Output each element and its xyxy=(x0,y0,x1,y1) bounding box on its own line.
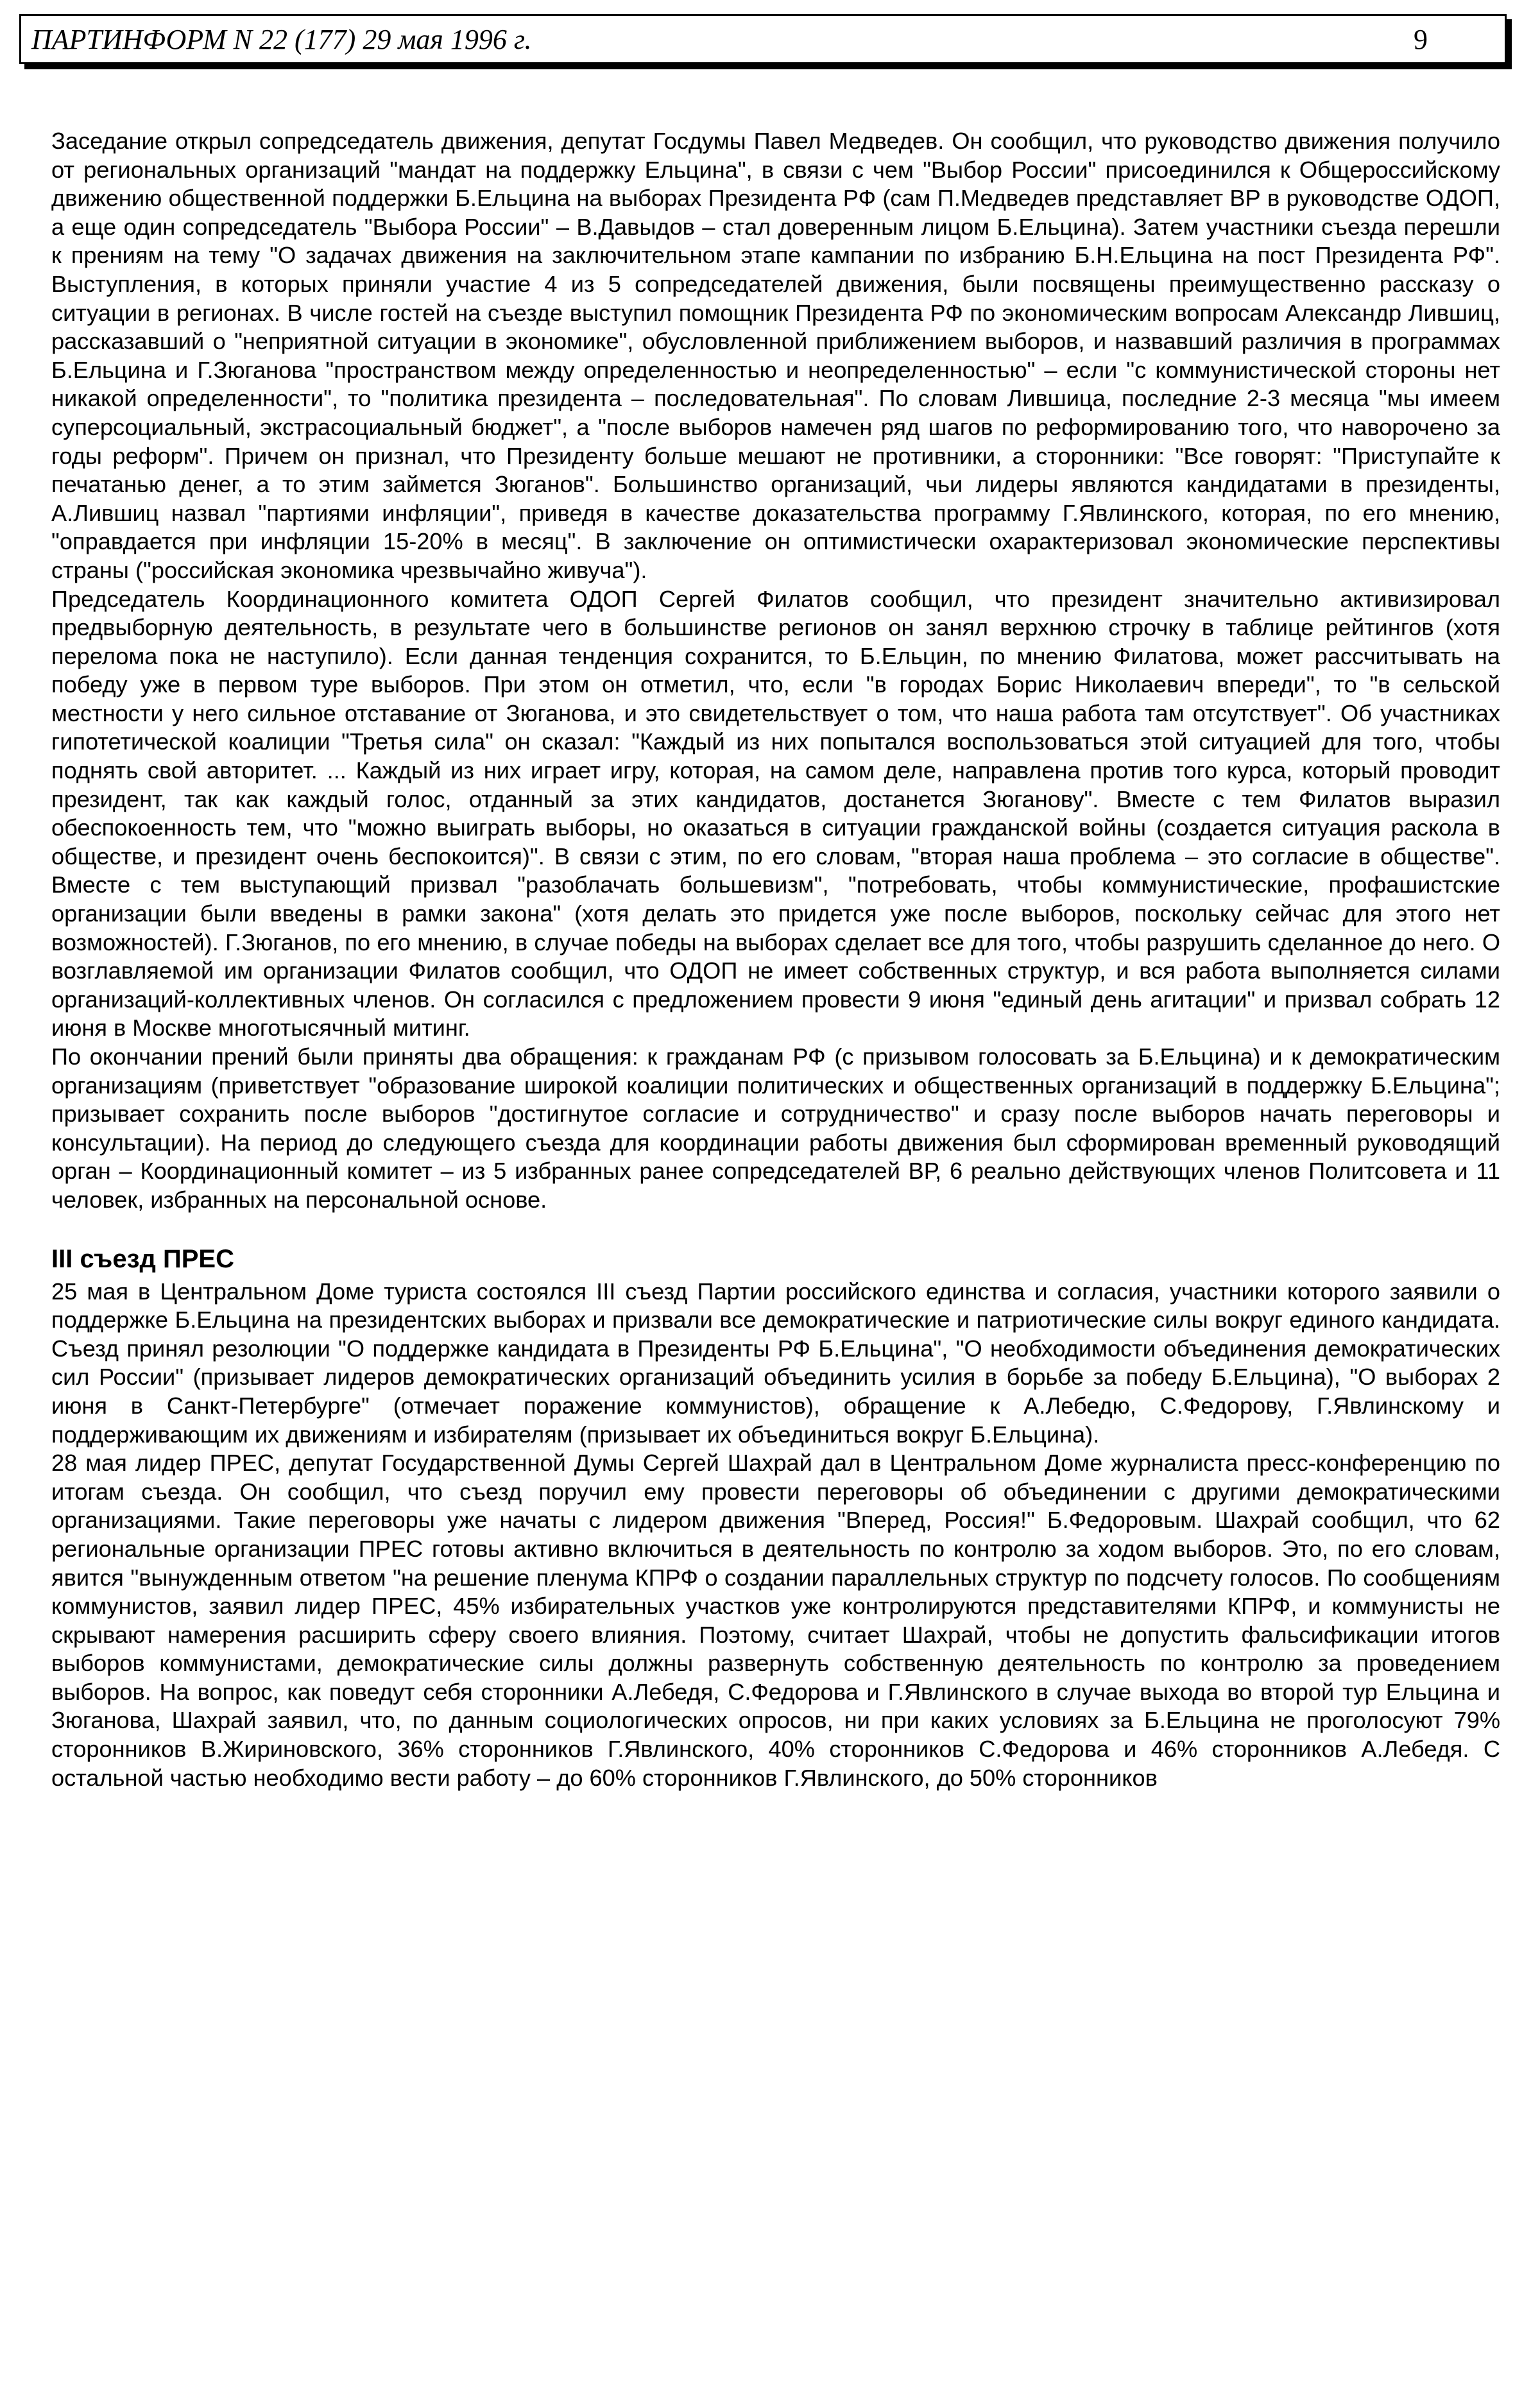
publication-title: ПАРТИНФОРМ N 22 (177) 29 мая 1996 г. xyxy=(31,23,532,55)
paragraph: 25 мая в Центральном Доме туриста состоялся III съезд Партии российского единства и согласия, участники которого заявили о поддержке Б.Ельцина на президентских выборах и призвали все демократические и патриотические силы вокруг единого кандидата. Съезд принял резолюции "О поддержке кандидата в Президенты РФ Б.Ельцина", "О необходимости объединения демократических сил России" (призывает лидеров демократических организаций объединить усилия в борьбе за победу Б.Ельцина), "О выборах 2 июня в Санкт-Петербурге" (отмечает поражение коммунистов), обращение к А.Лебедю, С.Федорову, Г.Явлинскому и поддерживающим их движениям и избирателям (призывает их объединиться вокруг Б.Ельцина). xyxy=(51,1278,1500,1448)
article-body xyxy=(51,127,1500,1792)
paragraph: По окончании прений были приняты два обращения: к гражданам РФ (с призывом голосовать за Б.Ельцина) и к демократическим организациям (приветствует "образование широкой коалиции политических и общественных организаций в поддержку Б.Ельцина"; призывает сохранить после выборов "достигнутое согласие и сотрудничество" и сразу после выборов начать переговоры и консультации). На период до следующего съезда для координации работы движения был сформирован временный руководящий орган – Координационный комитет – из 5 избранных ранее сопредседателей ВР, 6 реально действующих членов Политсовета и 11 человек, избранных на персональной основе. xyxy=(51,1043,1500,1213)
paragraph: Председатель Координационного комитета ОДОП Сергей Филатов сообщил, что президент значительно активизировал предвыборную деятельность, в результате чего в большинстве регионов он занял верхнюю строчку в таблице рейтингов (хотя перелома пока не наступило). Если данная тенденция сохранится, то Б.Ельцин, по мнению Филатова, может рассчитывать на победу уже в первом туре выборов. При этом он отметил, что, если "в городах Борис Николаевич впереди", то "в сельской местности у него сильное отставание от Зюганова, и это свидетельствует о том, что наша работа там отсутствует". Об участниках гипотетической коалиции "Третья сила" он сказал: "Каждый из них попытался воспользоваться этой ситуацией для того, чтобы поднять свой авторитет. ... Каждый из них играет игру, которая, на самом деле, направлена против того курса, который проводит президент, так как каждый голос, отданный за этих кандидатов, достанется Зюганову". Вместе с тем Филатов выразил обеспокоенность тем, что "можно выиграть выборы, но оказаться в ситуации гражданской войны (создается ситуация раскола в обществе, и президент очень беспокоится)". В связи с этим, по его словам, "вторая наша проблема – это согласие в обществе". Вместе с тем выступающий призвал "разоблачать большевизм", "потребовать, чтобы коммунистические, профашистские организации были введены в рамки закона" (хотя делать это придется уже после выборов, поскольку сейчас для этого нет возможностей). Г.Зюганов, по его мнению, в случае победы на выборах сделает все для того, чтобы разрушить сделанное до него. О возглавляемой им организации Филатов сообщил, что ОДОП не имеет собственных структур, и вся работа выполняется силами организаций-коллективных членов. Он согласился с предложением провести 9 июня "единый день агитации" и призвал собрать 12 июня в Москве многотысячный митинг. xyxy=(51,585,1500,1041)
page-number: 9 xyxy=(1414,23,1428,55)
section-heading: III съезд ПРЕС xyxy=(51,1244,234,1273)
page-header xyxy=(19,14,1507,64)
paragraph: Заседание открыл сопредседатель движения, депутат Госдумы Павел Медведев. Он сообщил, что руководство движения получило от региональных организаций "мандат на поддержку Ельцина", в связи с чем "Выбор России" присоединился к Общероссийскому движению общественной поддержки Б.Ельцина на выборах Президента РФ (сам П.Медведев представляет ВР в руководстве ОДОП, а еще один сопредседатель "Выбора России" – В.Давыдов – стал доверенным лицом Б.Ельцина). Затем участники съезда перешли к прениям на тему "О задачах движения на заключительном этапе кампании по избранию Б.Н.Ельцина на пост Президента РФ". Выступления, в которых приняли участие 4 из 5 сопредседателей движения, были посвящены преимущественно рассказу о ситуации в регионах. В числе гостей на съезде выступил помощник Президента РФ по экономическим вопросам Александр Лившиц, рассказавший о "неприятной ситуации в экономике", обусловленной приближением выборов, и назвавший различия в программах Б.Ельцина и Г.Зюганова "пространством между определенностью и неопределенностью" – если "с коммунистической стороны нет никакой определенности", то "политика президента – последовательная". По словам Лившица, последние 2-3 месяца "мы имеем суперсоциальный, экстрасоциальный бюджет", а "после выборов намечен ряд шагов по реформированию того, что наворочено за годы реформ". Причем он признал, что Президенту больше мешают не противники, а сторонники: "Все говорят: "Приступайте к печатанью денег, а то этим займется Зюганов". Большинство организаций, чьи лидеры являются кандидатами в президенты, А.Лившиц назвал "партиями инфляции", приведя в качестве доказательства программу Г.Явлинского, которая, по его мнению, "оправдается при инфляции 15-20% в месяц". В заключение он оптимистически охарактеризовал экономические перспективы страны ("российская экономика чрезвычайно живуча"). xyxy=(51,128,1500,583)
paragraph: 28 мая лидер ПРЕС, депутат Государственной Думы Сергей Шахрай дал в Центральном Доме журналиста пресс-конференцию по итогам съезда. Он сообщил, что съезд поручил ему провести переговоры об объединении с другими демократическими организациями. Такие переговоры уже начаты с лидером движения "Вперед, Россия!" Б.Федоровым. Шахрай сообщил, что 62 региональные организации ПРЕС готовы активно включиться в деятельность по контролю за ходом выборов. Это, по его словам, явится "вынужденным ответом "на решение пленума КПРФ о создании параллельных структур по подсчету голосов. По сообщениям коммунистов, заявил лидер ПРЕС, 45% избирательных участков уже контролируются представителями КПРФ, и коммунисты не скрывают намерения расширить сферу своего влияния. Поэтому, считает Шахрай, чтобы не допустить фальсификации итогов выборов коммунистами, демократические силы должны развернуть собственную деятельность по контролю за проведением выборов. На вопрос, как поведут себя сторонники А.Лебедя, С.Федорова и Г.Явлинского в случае выхода во второй тур Ельцина и Зюганова, Шахрай заявил, что, по данным социологических опросов, ни при каких условиях за Б.Ельцина не проголосуют 79% сторонников В.Жириновского, 36% сторонников Г.Явлинского, 40% сторонников С.Федорова и 46% сторонников А.Лебедя. С остальной частью необходимо вести работу – до 60% сторонников Г.Явлинского, до 50% сторонников xyxy=(51,1450,1500,1791)
